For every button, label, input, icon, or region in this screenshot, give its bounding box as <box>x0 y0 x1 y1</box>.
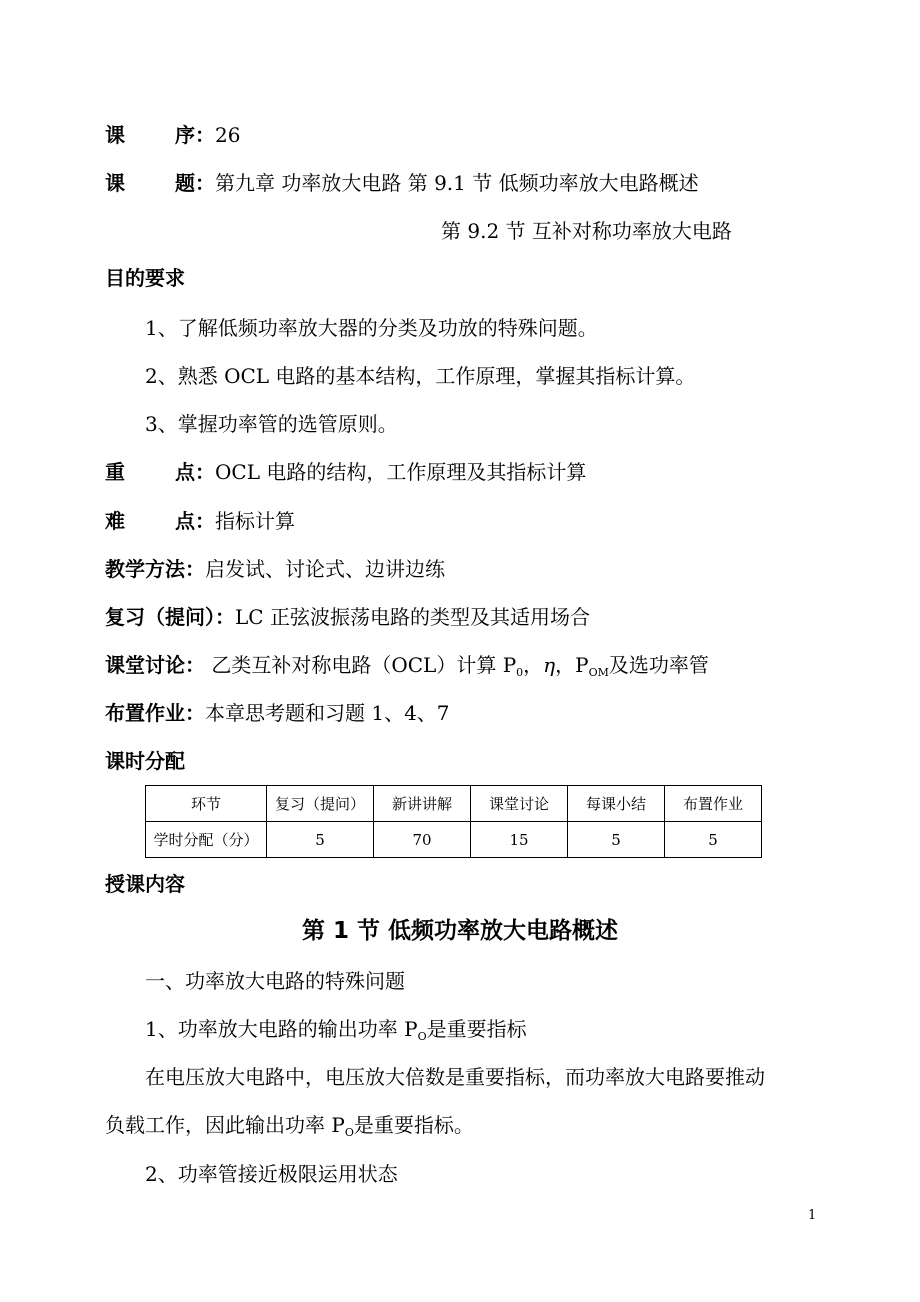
allocation-header-cell: 复习（提问） <box>267 786 374 822</box>
difficult-point-line <box>105 507 295 535</box>
objective-item-3: 3、掌握功率管的选管原则。 <box>145 412 398 436</box>
point-2: 2、功率管接近极限运用状态 <box>145 1162 398 1186</box>
discussion-p-sub: 0 <box>516 666 524 679</box>
discussion-pom: P <box>575 653 589 677</box>
discussion-sep1: ， <box>523 653 544 677</box>
paragraph-1-p-sub: O <box>344 1126 354 1139</box>
topic-label-2: 题： <box>175 171 215 195</box>
objectives-heading: 目的要求 <box>105 266 185 290</box>
objective-item-1: 1、了解低频功率放大器的分类及功放的特殊问题。 <box>145 316 598 340</box>
point-1-p-sub: O <box>417 1030 427 1043</box>
paragraph-1-prefix: 负载工作，因此输出功率 <box>105 1113 332 1137</box>
allocation-header-row <box>146 786 762 822</box>
subsection-1: 一、功率放大电路的特殊问题 <box>145 969 405 993</box>
method-value: 启发试、讨论式、边讲边练 <box>205 557 445 581</box>
discussion-prefix: 乙类互补对称电路（OCL）计算 <box>211 653 503 677</box>
difficult-point-value: 指标计算 <box>215 509 295 533</box>
content-heading: 授课内容 <box>105 872 185 896</box>
discussion-p: P <box>502 653 517 677</box>
topic-line2: 第 9.2 节 互补对称功率放大电路 <box>441 219 732 243</box>
point-1-p: P <box>404 1017 418 1041</box>
objective-item-2: 2、熟悉 OCL 电路的基本结构，工作原理，掌握其指标计算。 <box>145 364 696 388</box>
course-number-label-1: 课 <box>105 123 125 147</box>
key-point-label-1: 重 <box>105 460 125 484</box>
course-number-value: 26 <box>215 123 241 147</box>
point-1-suffix: 是重要指标 <box>426 1017 527 1041</box>
review-label: 复习（提问）： <box>105 605 235 629</box>
discussion-pom-sub: OM <box>588 666 609 679</box>
paragraph-1-suffix: 是重要指标。 <box>353 1113 474 1137</box>
allocation-row-label: 学时分配（分） <box>146 822 267 858</box>
method-label: 教学方法： <box>105 557 205 581</box>
section-title: 第 1 节 低频功率放大电路概述 <box>301 918 619 944</box>
review-line <box>105 603 590 631</box>
key-point-value: OCL 电路的结构，工作原理及其指标计算 <box>215 460 587 484</box>
allocation-table <box>145 785 762 858</box>
discussion-line <box>105 651 709 687</box>
difficult-point-label-1: 难 <box>105 509 125 533</box>
key-point-line <box>105 458 586 486</box>
allocation-value-cell: 5 <box>665 822 762 858</box>
point-1-prefix: 1、功率放大电路的输出功率 <box>145 1017 405 1041</box>
discussion-sep2: ， <box>555 653 576 677</box>
page-number: 1 <box>808 1208 817 1223</box>
allocation-header-cell: 布置作业 <box>665 786 762 822</box>
point-1 <box>145 1015 527 1051</box>
paragraph-1-line-1: 在电压放大电路中，电压放大倍数是重要指标，而功率放大电路要推动 <box>145 1065 765 1089</box>
discussion-label: 课堂讨论： <box>105 653 205 677</box>
discussion-suffix: 及选功率管 <box>608 653 709 677</box>
course-number-label-2: 序： <box>175 123 215 147</box>
method-line <box>105 555 445 583</box>
difficult-point-label-2: 点： <box>175 509 215 533</box>
allocation-value-row <box>146 822 762 858</box>
allocation-value-cell: 5 <box>568 822 665 858</box>
allocation-value-cell: 15 <box>471 822 568 858</box>
course-number-line <box>105 121 240 149</box>
allocation-header-cell: 环节 <box>146 786 267 822</box>
key-point-label-2: 点： <box>175 460 215 484</box>
allocation-value-cell: 70 <box>374 822 471 858</box>
topic-label-1: 课 <box>105 171 125 195</box>
allocation-header-cell: 课堂讨论 <box>471 786 568 822</box>
discussion-eta: η <box>543 653 556 677</box>
homework-label: 布置作业： <box>105 701 205 725</box>
paragraph-1-line-2 <box>105 1111 474 1147</box>
homework-value: 本章思考题和习题 1、4、7 <box>205 701 450 725</box>
allocation-header-cell: 每课小结 <box>568 786 665 822</box>
topic-line <box>105 169 699 197</box>
homework-line <box>105 699 450 727</box>
allocation-header-cell: 新讲讲解 <box>374 786 471 822</box>
review-value: LC 正弦波振荡电路的类型及其适用场合 <box>235 605 590 629</box>
topic-line1: 第九章 功率放大电路 第 9.1 节 低频功率放大电路概述 <box>215 171 699 195</box>
allocation-value-cell: 5 <box>267 822 374 858</box>
paragraph-1-p: P <box>331 1113 345 1137</box>
allocation-heading: 课时分配 <box>105 749 185 773</box>
